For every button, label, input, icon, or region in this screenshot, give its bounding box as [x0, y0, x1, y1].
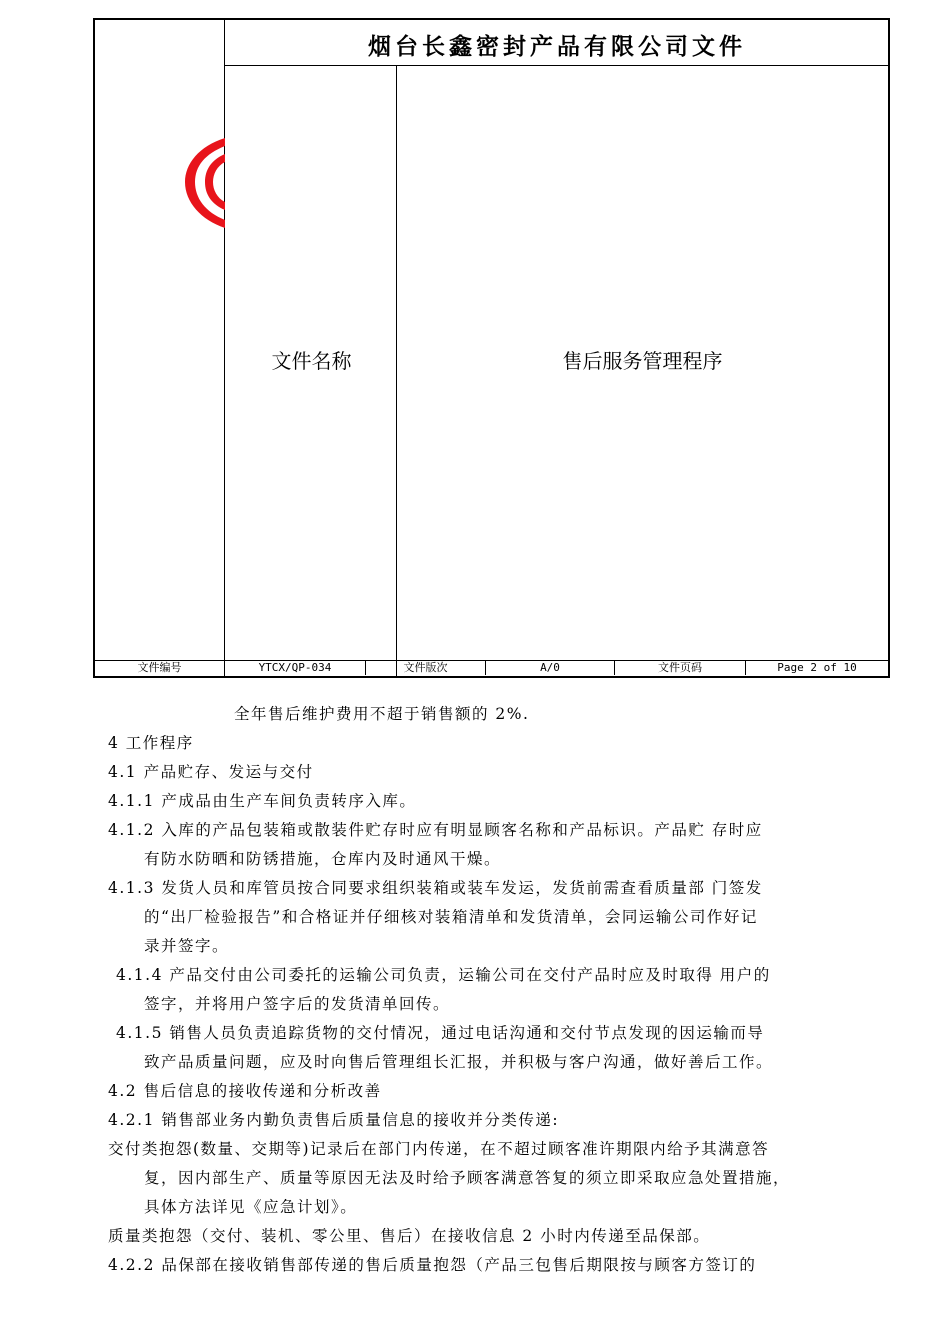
- body-line: 4.2.1 销售部业务内勤负责售后质量信息的接收并分类传递:: [108, 1111, 560, 1129]
- company-logo-icon: [179, 116, 225, 244]
- body-line: 4.1.2 入库的产品包装箱或散装件贮存时应有明显顾客名称和产品标识。产品贮 存时应: [108, 821, 763, 839]
- body-line: 有防水防晒和防锈措施，仓库内及时通风干燥。: [144, 850, 502, 868]
- body-line: 录并签字。: [144, 937, 230, 955]
- section-heading: 4.1 产品贮存、发运与交付: [108, 763, 314, 781]
- body-line: 4.2.2 品保部在接收销售部传递的售后质量抱怨（产品三包售后期限按与顾客方签订的: [108, 1256, 757, 1274]
- body-line: 4.1.1 产成品由生产车间负责转序入库。: [108, 792, 417, 810]
- body-line: 4.1.5 销售人员负责追踪货物的交付情况，通过电话沟通和交付节点发现的因运输而导: [116, 1024, 765, 1042]
- company-title: 烟台长鑫密封产品有限公司文件: [368, 33, 746, 60]
- doc-name-value: 售后服务管理程序: [562, 349, 723, 373]
- section-heading: 4.2 售后信息的接收传递和分析改善: [108, 1082, 382, 1100]
- doc-number-value: YTCX/QP-034: [258, 661, 332, 674]
- body-line: 4.1.4 产品交付由公司委托的运输公司负责，运输公司在交付产品时应及时取得 用户的: [116, 966, 771, 984]
- body-line: 具体方法详见《应急计划》。: [144, 1198, 358, 1216]
- section-heading: 4 工作程序: [108, 734, 194, 752]
- body-line: 的“出厂检验报告”和合格证并仔细核对装箱清单和发货清单，会同运输公司作好记: [144, 908, 758, 926]
- body-line: 4.1.3 发货人员和库管员按合同要求组织装箱或装车发运，发货前需查看质量部 门签发: [108, 879, 763, 897]
- body-line: 质量类抱怨（交付、装机、零公里、售后）在接收信息 2 小时内传递至品保部。: [108, 1227, 711, 1245]
- body-line: 签字，并将用户签字后的发货清单回传。: [144, 995, 451, 1013]
- body-line: 复，因内部生产、质量等原因无法及时给予顾客满意答复的须立即采取应急处置措施，: [144, 1169, 791, 1187]
- page-label: 文件页码: [658, 661, 702, 674]
- body-line: 交付类抱怨(数量、交期等)记录后在部门内传递，在不超过顾客准许期限内给予其满意答: [108, 1140, 770, 1158]
- doc-number-label: 文件编号: [137, 661, 182, 674]
- document-header-table: [93, 18, 890, 678]
- version-label: 文件版次: [403, 661, 448, 674]
- header-footer-row: [95, 661, 888, 675]
- doc-name-label: 文件名称: [271, 349, 352, 373]
- version-value: A/0: [540, 661, 560, 674]
- body-line: 全年售后维护费用不超于销售额的 2%.: [234, 705, 530, 723]
- body-line: 致产品质量问题，应及时向售后管理组长汇报，并积极与客户沟通，做好善后工作。: [144, 1053, 774, 1071]
- page-number-value: Page 2 of 10: [777, 661, 857, 674]
